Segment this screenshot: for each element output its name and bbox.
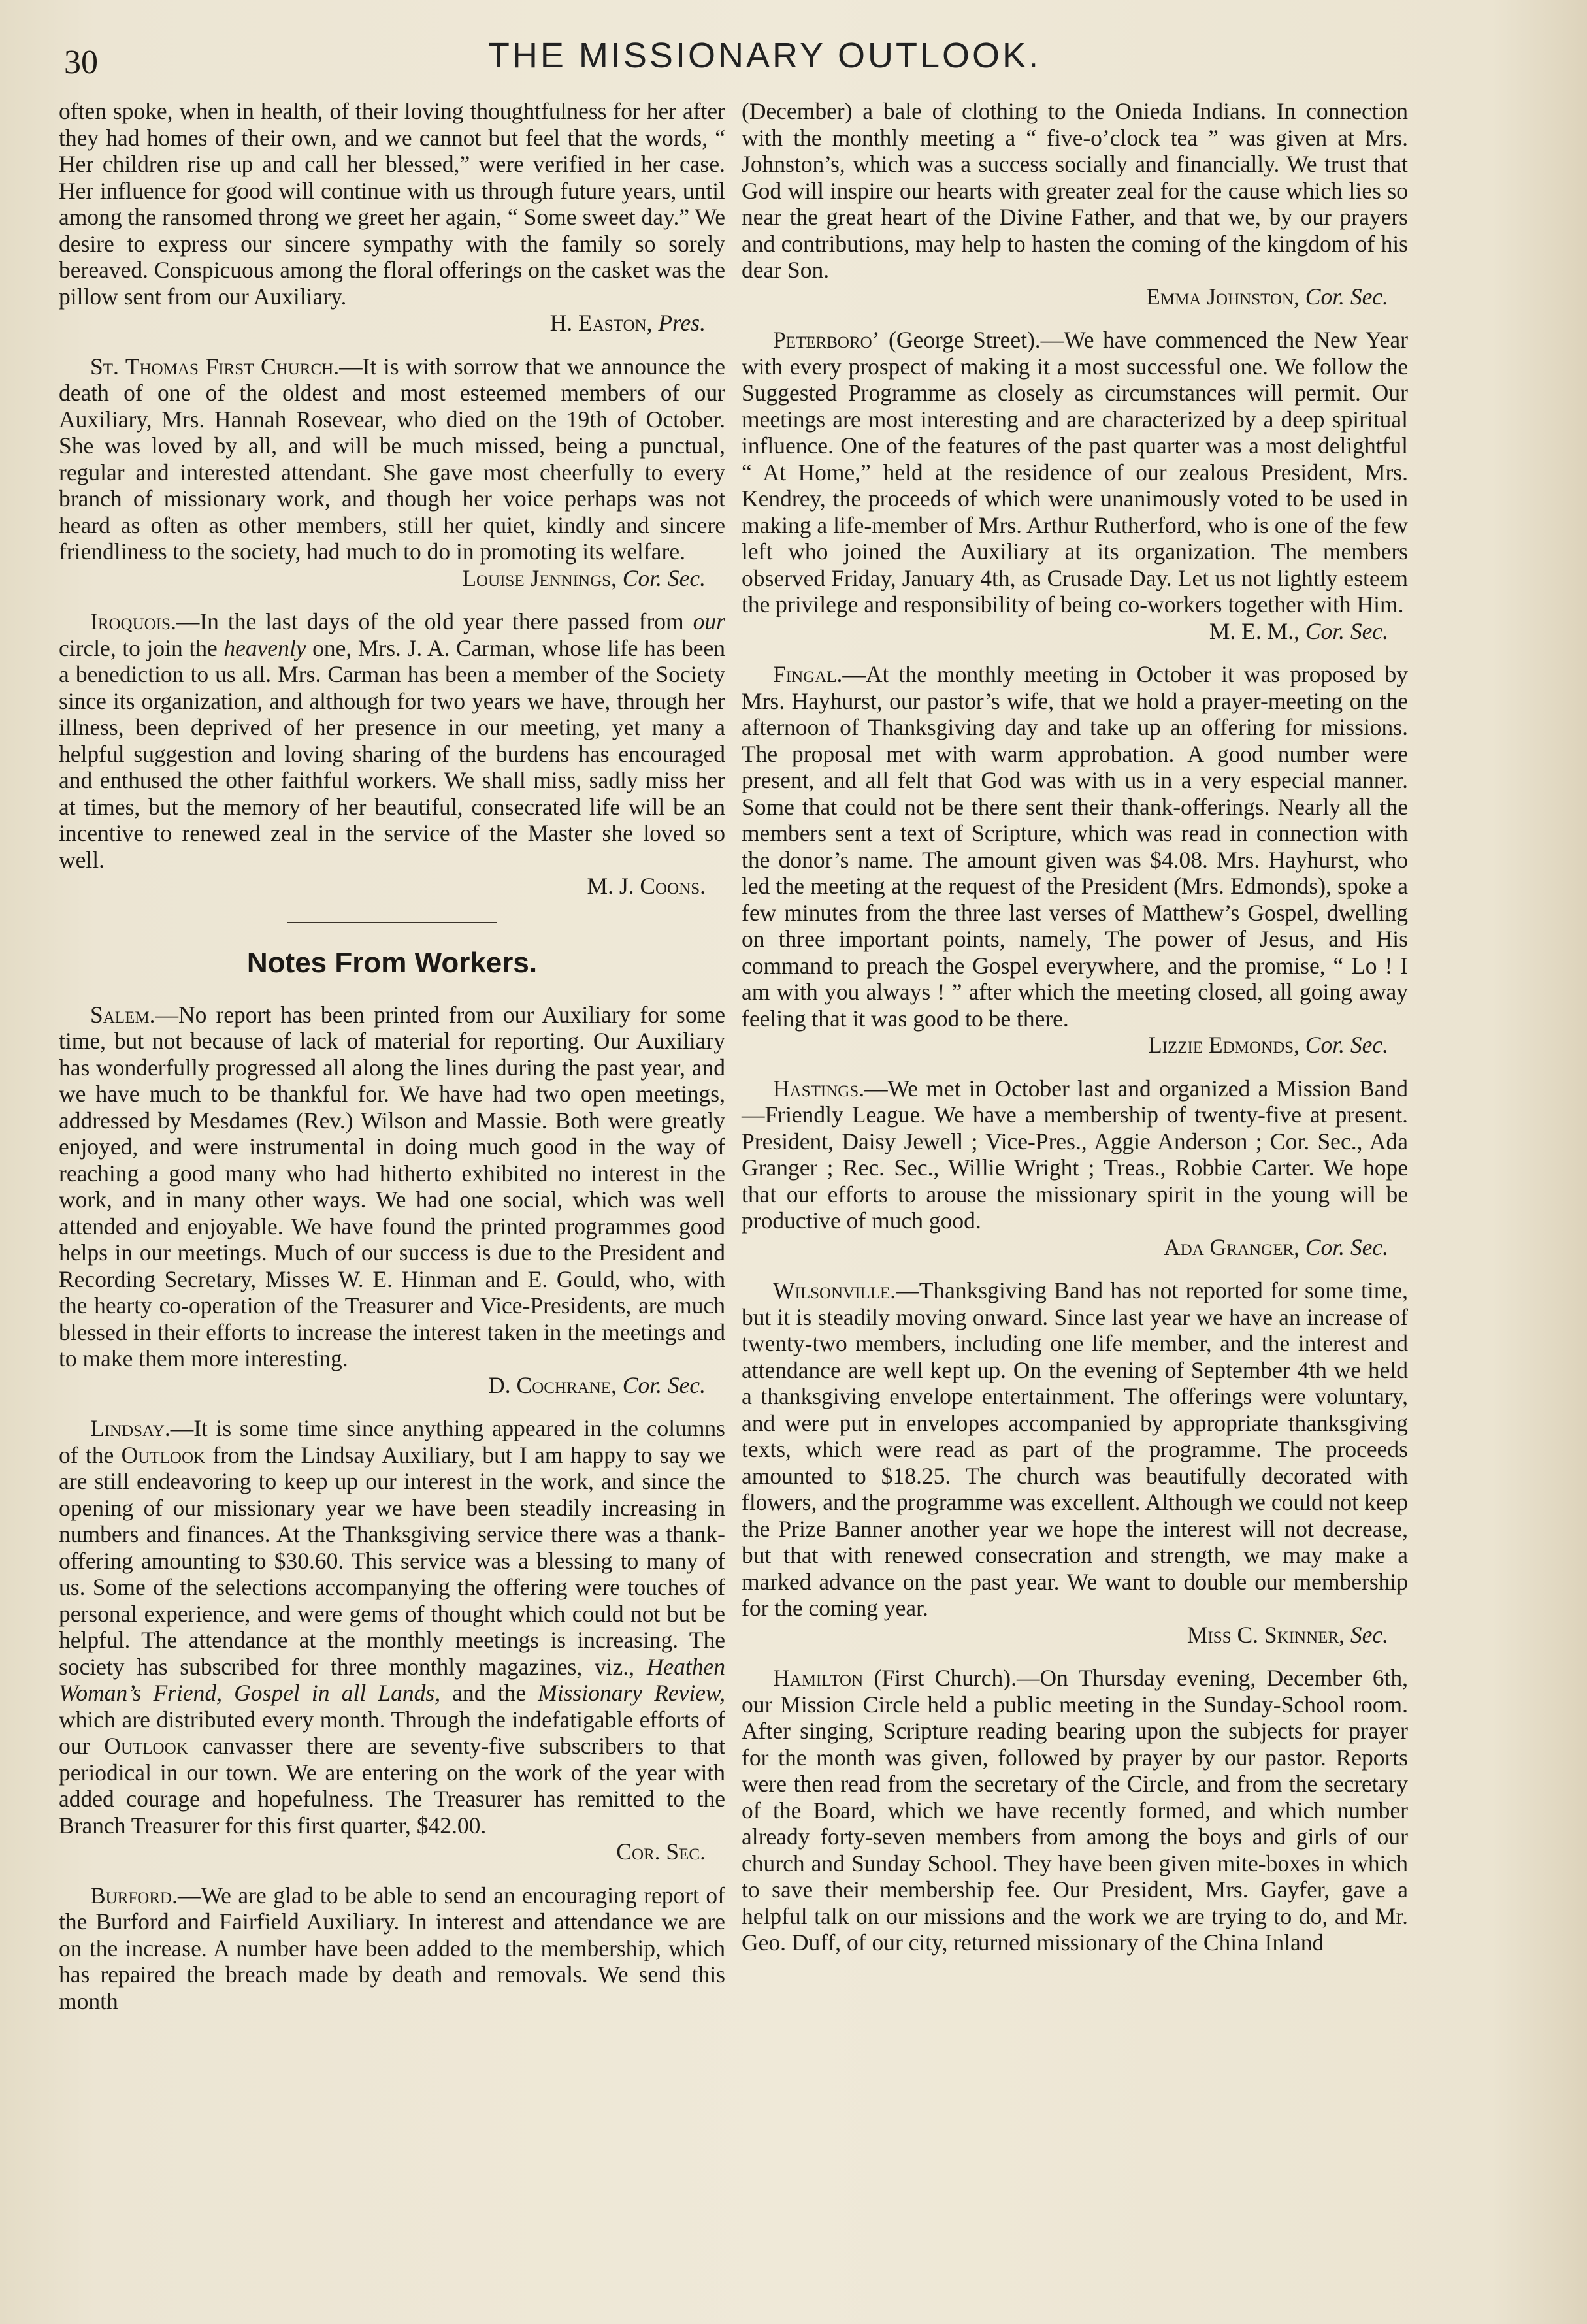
paragraph-text: —It is some time since anything appeared in the columns of the: [59, 1415, 725, 1468]
signature-role: Pres.: [658, 310, 706, 336]
paragraph-text: which are distributed every month. Through the indefatigable efforts of our: [59, 1706, 725, 1759]
signature-name: Emma Johnston,: [1146, 283, 1300, 310]
place-name: St. Thomas First Church.: [90, 353, 340, 380]
section-title: Notes From Workers.: [246, 946, 538, 979]
paragraph-text: (First Church).—On Thursday evening, December 6th, our Mission Circle held a public meeting in the Sunday-School room. After singing, Scripture reading bearing upon the subjects for prayer for the month was given, followed by prayer by our pastor. Reports were then read from the secretary of the Circle, and from the secretary of the Board, which we have recently formed, and which number already forty-seven members from among the boys and girls of our church and Sunday School. They have been given mite-boxes in which to save their membership fee. Our President, Mrs. Gayfer, gave a helpful talk on our missions and the work we are trying to do, and Mr. Geo. Duff, of our city, returned missionary of the China Inland: [742, 1665, 1408, 1956]
paragraph-text: —Thanksgiving Band has not reported for some time, but it is steadily moving onward. Since last year we have an increase of twenty-two members, including one life member, and the interest and attendance are well kept up. On the evening of September 4th we held a thanksgiving envelope entertainment. The offerings were voluntary, and were put in envelopes accompanied by appropriate thanksgiving texts, which were read as part of the programme. The proceeds amounted to $18.25. The church was beautifully decorated with flowers, and the programme was excellent. Although we could not keep the Prize Banner another year we hope the interest will not decrease, but that with renewed consecration and strength, we may make a marked advance on the past year. We want to double our membership for the coming year.: [742, 1277, 1408, 1621]
signature: [742, 618, 1408, 645]
paragraph-text: —In the last days of the old year there passed from: [176, 608, 693, 634]
signature-name: Louise Jennings,: [462, 565, 617, 591]
signature-role: Sec.: [1350, 1621, 1388, 1648]
signature: [742, 1032, 1408, 1058]
signature-name: Cor. Sec.: [616, 1839, 706, 1865]
left-column: [59, 98, 725, 2014]
place-name: Salem.: [90, 1001, 155, 1028]
paragraph-text: canvasser there are seventy-five subscribers to that periodical in our town. We are entering on the work of the year with added courage and hopefulness. The Treasurer has remitted to the Branch Treasurer for this first quarter, $42.00.: [59, 1733, 725, 1839]
paragraph-text: circle, to join the: [59, 634, 224, 661]
paragraph-text: (George Street).—We have commenced the New Year with every prospect of making it a most successful one. We follow the Suggested Programme as closely as circumstances will permit. Our meetings are most interesting and are characterized by a deep spiritual influence. One of the features of the past quarter was a most delightful “ At Home,” held at the residence of our zealous President, Mrs. Kendrey, the proceeds of which were unanimously voted to be used in making a life-member of Mrs. Arthur Rutherford, who is one of the few left who joined the Auxiliary at its organization. The members observed Friday, January 4th, as Crusade Day. Let us not lightly esteem the privilege and responsibility of being co-workers together with Him.: [742, 327, 1408, 617]
right-column: [742, 98, 1408, 1956]
signature-name: Lizzie Edmonds,: [1147, 1032, 1300, 1058]
signature: [59, 873, 725, 900]
signature-role: Cor. Sec.: [622, 565, 706, 591]
signature-name: M. E. M.,: [1209, 617, 1300, 644]
paragraph-text: —It is with sorrow that we announce the death of one of the oldest and most esteemed members of our Auxiliary, Mrs. Hannah Rosevear, who died on the 19th of October. She was loved by all, and will be much missed, being a punctual, regular and interested attendant. She gave most cheerfully to every branch of missionary work, and though her voice perhaps was not heard as often as other members, still her quiet, kindly and sincere friendliness to the society, had much to do in promoting its welfare.: [59, 353, 725, 565]
place-name: Wilsonville.: [773, 1277, 896, 1303]
signature-name: D. Cochrane,: [488, 1371, 617, 1398]
page-number: 30: [64, 44, 98, 81]
article-paragraph: [742, 1075, 1408, 1234]
italic-word: our: [693, 608, 725, 634]
paragraph-text: one, Mrs. J. A. Carman, whose life has been a benediction to us all. Mrs. Carman has been a member of the Society since its organization, and although for two years we have, through her illness, been deprived of her presence in our meeting, yet many a helpful suggestion and loving sharing of the burdens has encouraged and enthused the other faithful workers. We shall miss, sadly miss her at times, but the memory of her beautiful, consecrated life will be an incentive to renewed zeal in the service of the Master she loved so well.: [59, 634, 725, 873]
signature-role: Cor. Sec.: [1305, 617, 1388, 644]
place-name: Hastings.: [773, 1075, 865, 1102]
signature-name: Miss C. Skinner,: [1186, 1621, 1345, 1648]
place-name: Peterboro’: [773, 327, 880, 353]
signature: [742, 1234, 1408, 1261]
article-paragraph: (December) a bale of clothing to the Onieda Indians. In connection with the monthly meeting a “ five-o’clock tea ” was given at Mrs. Johnston’s, which was a success socially and financially. We trust that God will inspire our hearts with greater zeal for the cause which lies so near the great heart of the Divine Father, and that we, by our prayers and contributions, may help to hasten the coming of the kingdom of his dear Son.: [742, 98, 1408, 283]
signature-role: Cor. Sec.: [622, 1371, 706, 1398]
journal-name: Outlook: [121, 1441, 206, 1468]
signature-role: Cor. Sec.: [1305, 1234, 1388, 1260]
paragraph-text: from the Lindsay Auxiliary, but I am happy to say we are still endeavoring to keep up our interest in the work, and since the opening of our missionary year we have been steadily increasing in numbers and finances. At the Thanksgiving service there was a thank-offering amounting to $30.60. This service was a blessing to many of us. Some of the selections accompanying the offering were touches of personal experience, and were gems of thought which could not but be helpful. The attendance at the monthly meetings is increasing. The society has subscribed for three monthly magazines, viz.,: [59, 1441, 725, 1680]
journal-title: THE MISSIONARY OUTLOOK.: [487, 36, 1041, 75]
paragraph-text: and the: [440, 1680, 538, 1706]
signature: [59, 310, 725, 336]
article-paragraph: [742, 1277, 1408, 1622]
signature-role: Cor. Sec.: [1305, 283, 1388, 310]
paragraph-text: —No report has been printed from our Auxiliary for some time, but not because of lack of material for reporting. Our Auxiliary has wonderfully progressed all along the lines during the past year, and we have much to be thankful for. We have had two open meetings, addressed by Mesdames (Rev.) Wilson and Massie. Both were greatly enjoyed, and were instrumental in doing much good in the way of reaching a good many who had hitherto exhibited no interest in the work, and in many other ways. We had one social, which was well attended and enjoyable. We have found the printed programmes good helps in our meetings. Much of our success is due to the President and Recording Secretary, Misses W. E. Hinman and E. Gould, who, with the hearty co-operation of the Treasurer and Vice-Presidents, are much blessed in their efforts to increase the interest taken in the meetings and to make them more interesting.: [59, 1001, 725, 1371]
article-paragraph: often spoke, when in health, of their loving thoughtfulness for her after they had homes of their own, and we cannot but feel that the words, “ Her children rise up and call her blessed,” were verified in her case. Her influence for good will continue with us through future years, until among the ransomed throng we greet her again, “ Some sweet day.” We desire to express our sincere sympathy with the family so sorely bereaved. Conspicuous among the floral offerings on the casket was the pillow sent from our Auxiliary.: [59, 98, 725, 310]
paragraph-text: —We met in October last and organized a Mission Band—Friendly League. We have a membership of twenty-five at present. President, Daisy Jewell ; Vice-Pres., Aggie Anderson ; Cor. Sec., Ada Granger ; Rec. Sec., Willie Wright ; Treas., Robbie Carter. We hope that our efforts to arouse the missionary spirit in the young will be productive of much good.: [742, 1075, 1408, 1234]
signature-name: Ada Granger,: [1164, 1234, 1300, 1260]
paragraph-text: —At the monthly meeting in October it was proposed by Mrs. Hayhurst, our pastor’s wife, that we hold a prayer-meeting on the afternoon of Thanksgiving day and take up an offering for missions. The proposal met with warm approbation. A good number were present, and all felt that God was with us in a very especial manner. Some that could not be there sent their thank-offerings. Nearly all the members sent a text of Scripture, which was read in connection with the donor’s name. The amount given was $4.08. Mrs. Hayhurst, who led the meeting at the request of the President (Mrs. Edmonds), spoke a few minutes from the three last verses of Matthew’s Gospel, dwelling on three important points, namely, The power of Jesus, and His command to preach the Gospel everywhere, and the promise, “ Lo ! I am with you always ! ” after which the meeting closed, all going away feeling that it was good to be there.: [742, 661, 1408, 1032]
section-divider: [287, 922, 497, 923]
signature-name: M. J. Coons.: [587, 873, 706, 899]
article-paragraph: [59, 608, 725, 873]
magazine-titles: Missionary Review,: [538, 1680, 725, 1706]
place-name: Hamilton: [773, 1665, 864, 1691]
place-name: Lindsay.: [90, 1415, 171, 1441]
article-paragraph: [742, 327, 1408, 618]
place-name: Burford.: [90, 1882, 178, 1908]
signature: [59, 1839, 725, 1865]
signature: [59, 565, 725, 592]
page-header: [59, 33, 1470, 85]
paragraph-text: —We are glad to be able to send an encouraging report of the Burford and Fairfield Auxiliary. In interest and attendance we are on the increase. A number have been added to the membership, which has repaired the breach made by death and removals. We send this month: [59, 1882, 725, 2014]
article-paragraph: [59, 353, 725, 565]
signature: [59, 1372, 725, 1399]
journal-name: Outlook: [104, 1733, 188, 1759]
signature: [742, 284, 1408, 310]
place-name: Fingal.: [773, 661, 843, 687]
magazine-titles: Heathen Woman’s Friend, Gospel in all Lands,: [59, 1653, 725, 1706]
article-paragraph: [59, 1882, 725, 2015]
italic-word: heavenly: [223, 634, 306, 661]
signature-name: H. Easton,: [549, 310, 653, 336]
article-paragraph: [742, 1665, 1408, 1956]
article-paragraph: [59, 1002, 725, 1372]
place-name: Iroquois.: [90, 608, 176, 634]
article-paragraph: [742, 661, 1408, 1032]
signature-role: Cor. Sec.: [1305, 1032, 1388, 1058]
signature: [742, 1622, 1408, 1648]
article-paragraph: [59, 1415, 725, 1839]
